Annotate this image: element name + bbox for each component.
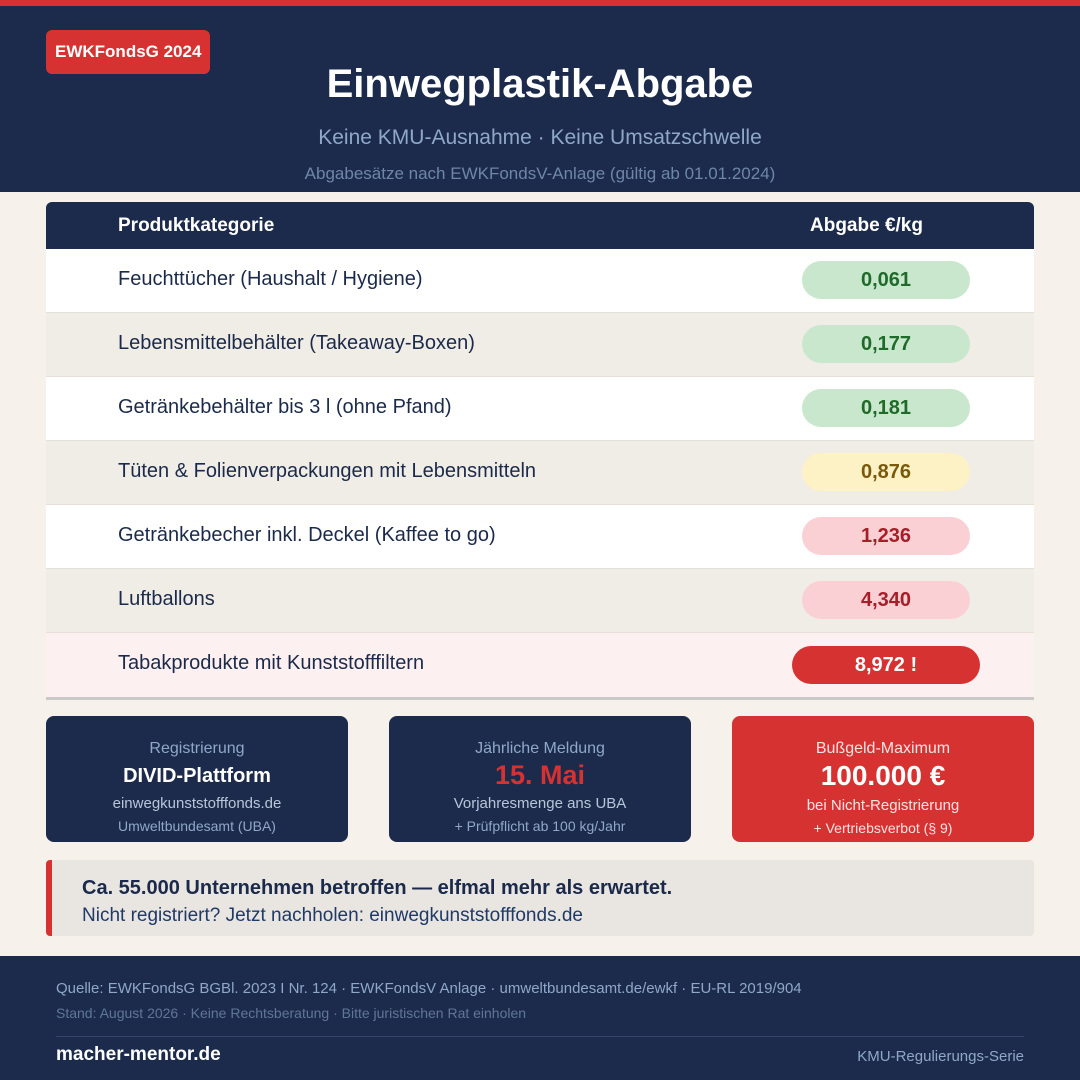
row-label: Lebensmittelbehälter (Takeaway-Boxen) [118,332,475,354]
column-header-rate: Abgabe €/kg [810,215,923,236]
table-row [46,377,1034,441]
card-line: + Vertriebsverbot (§ 9) [813,820,953,836]
page-subtitle: Keine KMU-Ausnahme · Keine Umsatzschwelle [318,126,762,149]
footer-source: Quelle: EWKFondsG BGBl. 2023 I Nr. 124 · EWKFondsV Anlage · umweltbundesamt.de/ewkf · EU-RL 2019/904 [56,980,802,997]
rate-pill-alert: 8,972 ! [792,646,980,684]
footer [0,956,1080,1080]
card-line: einwegkunststofffonds.de [112,795,282,812]
page-title: Einwegplastik-Abgabe [326,62,754,106]
card-line: bei Nicht-Registrierung [806,797,960,814]
registration-card [46,716,348,842]
callout-subline: Nicht registriert? Jetzt nachholen: einwegkunststofffonds.de [82,905,583,926]
rate-pill: 1,236 [802,517,970,555]
callout-headline: Ca. 55.000 Unternehmen betroffen — elfmal mehr als erwartet. [82,877,673,899]
fine-card [732,716,1034,842]
table-row [46,441,1034,505]
card-headline: 15. Mai [494,760,586,790]
rate-pill: 0,177 [802,325,970,363]
rate-pill: 0,061 [802,261,970,299]
series-label: KMU-Regulierungs-Serie [857,1048,1024,1065]
table-row [46,249,1034,313]
row-label: Tüten & Folienverpackungen mit Lebensmitteln [118,460,537,482]
card-headline: DIVID-Plattform [123,765,271,787]
table-row [46,505,1034,569]
rate-pill: 4,340 [802,581,970,619]
row-label: Getränkebecher inkl. Deckel (Kaffee to go) [118,524,496,546]
card-kicker: Jährliche Meldung [475,740,605,757]
card-kicker: Registrierung [149,740,245,757]
rate-pill: 0,181 [802,389,970,427]
table-row-highlight [46,633,1034,697]
row-label: Feuchttücher (Haushalt / Hygiene) [118,268,423,290]
rates-table [46,202,1034,700]
card-line: + Prüfpflicht ab 100 kg/Jahr [454,818,626,834]
row-label: Luftballons [118,588,215,610]
row-label: Tabakprodukte mit Kunststofffiltern [118,652,425,674]
card-kicker: Bußgeld-Maximum [815,740,951,757]
header [0,6,1080,192]
card-line: Vorjahresmenge ans UBA [453,795,627,812]
row-label: Getränkebehälter bis 3 l (ohne Pfand) [118,396,452,418]
card-headline: 100.000 € [820,760,946,791]
table-divider [46,697,1034,700]
footer-divider [56,1036,1024,1037]
reporting-card [389,716,691,842]
table-header [46,202,1034,249]
footer-stand: Stand: August 2026 · Keine Rechtsberatung · Bitte juristischen Rat einholen [56,1005,527,1021]
column-header-category: Produktkategorie [118,215,275,236]
rate-pill: 0,876 [802,453,970,491]
card-line: Umweltbundesamt (UBA) [118,818,276,834]
table-row [46,313,1034,377]
law-badge: EWKFondsG 2024 [46,30,210,74]
rates-note: Abgabesätze nach EWKFondsV-Anlage (gültig ab 01.01.2024) [304,164,776,183]
callout-box [46,860,1034,936]
brand-logo-text: macher-mentor.de [56,1044,221,1065]
table-row [46,569,1034,633]
